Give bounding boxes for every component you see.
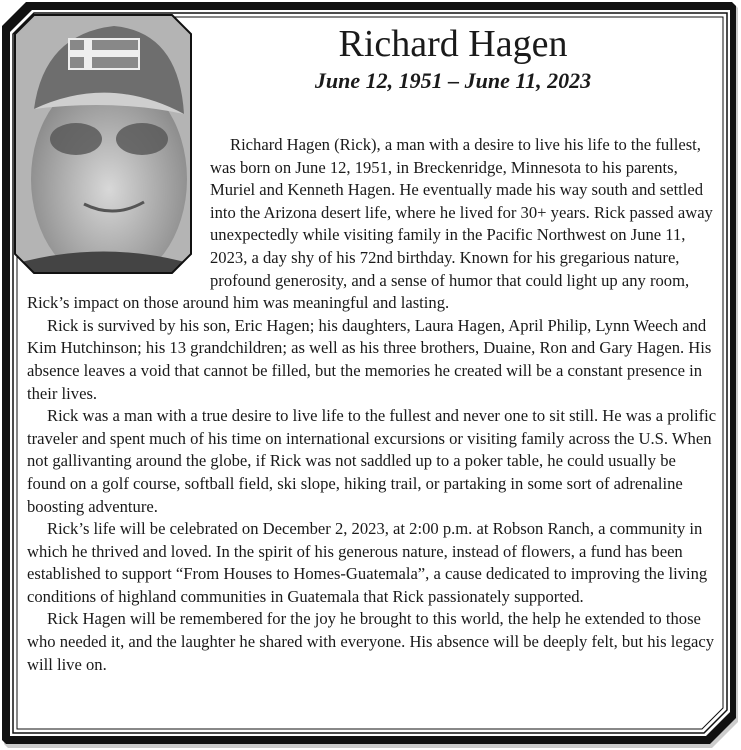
paragraph: Rick Hagen will be remembered for the joy he brought to this world, the help he extended to those who needed it, and the laughter he shared with everyone. His absence will be deeply felt, but his legacy will live on. bbox=[27, 609, 715, 674]
paragraph: Rick is survived by his son, Eric Hagen; his daughters, Laura Hagen, April Philip, Lynn Weech and Kim Hutchinson; his 13 grandchildren; as well as his three brothers, Duaine, Ron and Gary Hagen. His absence leaves a void that cannot be filled, but the memories he created will be a constant presence in their lives. bbox=[27, 315, 712, 403]
obituary-text bbox=[27, 134, 717, 676]
life-dates: June 12, 1951 – June 11, 2023 bbox=[314, 68, 592, 93]
deceased-name: Richard Hagen bbox=[338, 23, 568, 65]
paragraph: Rick was a man with a true desire to live life to the fullest and never one to sit still. He was a prolific traveler and spent much of his time on international excursions or visiting family across the U.S. When not gallivanting around the globe, if Rick was not saddled up to a poker table, he could usually be found on a golf course, softball field, ski slope, hiking trail, or partaking in some sort of adrenaline boosting adventure. bbox=[27, 406, 717, 516]
paragraph: Richard Hagen (Rick), a man with a desire to live his life to the fullest, was born on June 12, 1951, in Breckenridge, Minnesota to his parents, Muriel and Kenneth Hagen. He eventually made his way south and settled into the Arizona desert life, where he lived for 30+ years. Rick passed away unexpectedly while visiting family in the Pacific Northwest on June 11, 2023, a day shy of his 72nd birthday. Known for his gregarious nature, profound generosity, and a sense of humor that could light up any room, Rick’s impact on those around him was meaningful and lasting. bbox=[27, 135, 713, 313]
paragraph: Rick’s life will be celebrated on December 2, 2023, at 2:00 p.m. at Robson Ranch, a community in which he thrived and loved. In the spirit of his generous nature, instead of flowers, a fund has been established to support “From Houses to Homes-Guatemala”, a cause dedicated to improving the living conditions of highland communities in Guatemala that Rick passionately supported. bbox=[27, 519, 708, 606]
